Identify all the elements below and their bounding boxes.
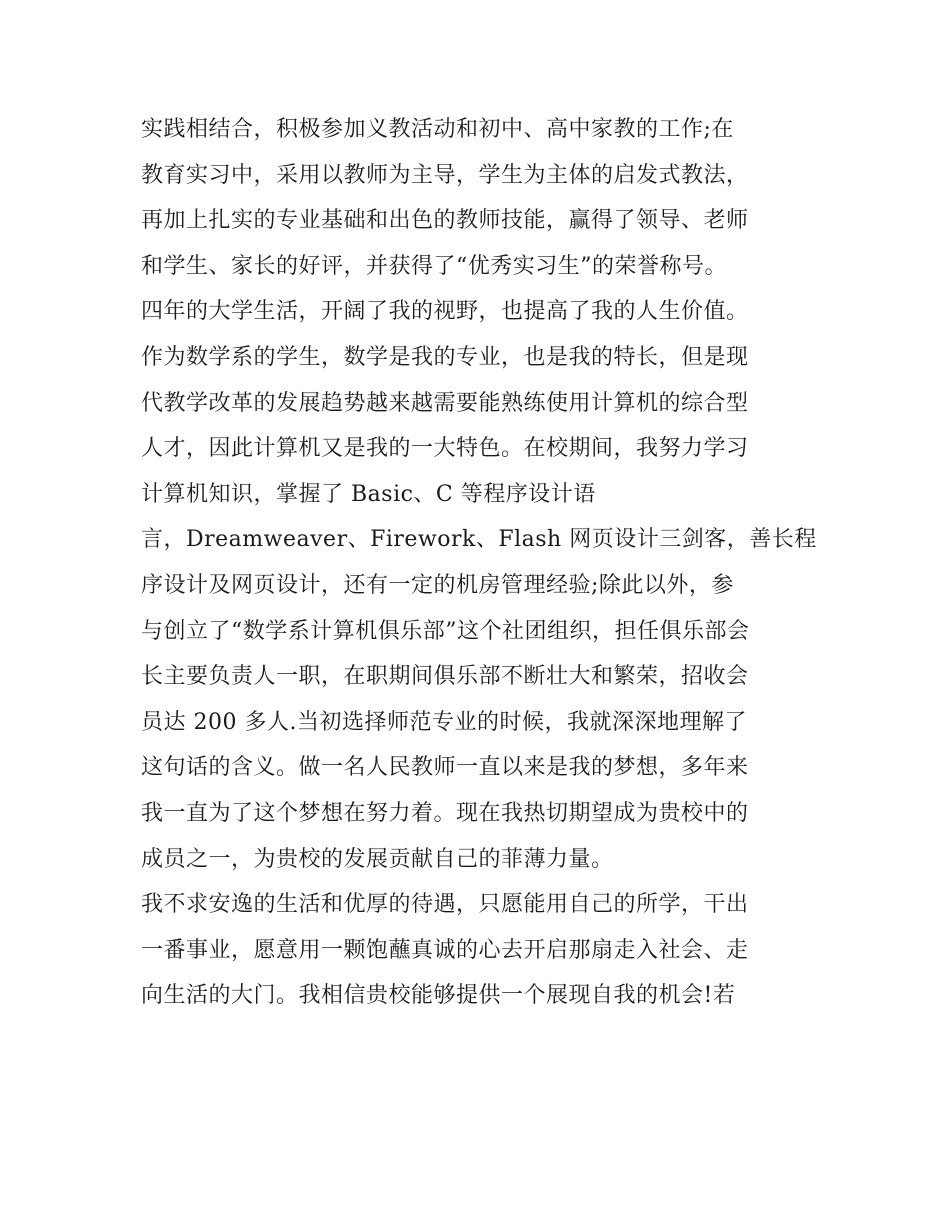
text-line: 言，Dreamweaver、Firework、Flash 网页设计三剑客，善长程: [141, 527, 817, 553]
text-line: 一番事业，愿意用一颗饱蘸真诚的心去开启那扇走入社会、走: [141, 937, 749, 963]
text-line: 和学生、家长的好评，并获得了“优秀实习生”的荣誉称号。: [141, 253, 727, 279]
text-line: 代教学改革的发展趋势越来越需要能熟练使用计算机的综合型: [141, 390, 749, 416]
text-line: 员达 200 多人.当初选择师范专业的时候，我就深深地理解了: [141, 709, 747, 735]
body-text: [141, 107, 821, 1019]
text-line: 实践相结合，积极参加义教活动和初中、高中家教的工作;在: [141, 117, 734, 142]
text-line: 再加上扎实的专业基础和出色的教师技能，赢得了领导、老师: [141, 208, 749, 234]
text-line: 我一直为了这个梦想在努力着。现在我热切期望成为贵校中的: [141, 800, 749, 826]
text-line: 序设计及网页设计，还有一定的机房管理经验;除此以外，参: [141, 572, 734, 598]
text-line: 计算机知识，掌握了 Basic、C 等程序设计语: [141, 481, 596, 507]
text-line: 四年的大学生活，开阔了我的视野，也提高了我的人生价值。: [141, 299, 749, 325]
text-line: 人才，因此计算机又是我的一大特色。在校期间，我努力学习: [141, 436, 749, 462]
text-line: 作为数学系的学生，数学是我的专业，也是我的特长，但是现: [141, 344, 749, 370]
text-line: 向生活的大门。我相信贵校能够提供一个展现自我的机会!若: [141, 983, 736, 1009]
text-line: 成员之一，为贵校的发展贡献自己的菲薄力量。: [141, 846, 614, 872]
text-line: 与创立了“数学系计算机俱乐部”这个社团组织，担任俱乐部会: [141, 618, 750, 644]
text-line: 这句话的含义。做一名人民教师一直以来是我的梦想，多年来: [141, 755, 749, 781]
text-line: 教育实习中，采用以教师为主导，学生为主体的启发式教法，: [141, 162, 749, 188]
text-line: 长主要负责人一职，在职期间俱乐部不断壮大和繁荣，招收会: [141, 664, 749, 690]
text-line: 我不求安逸的生活和优厚的待遇，只愿能用自己的所学，干出: [141, 892, 749, 918]
